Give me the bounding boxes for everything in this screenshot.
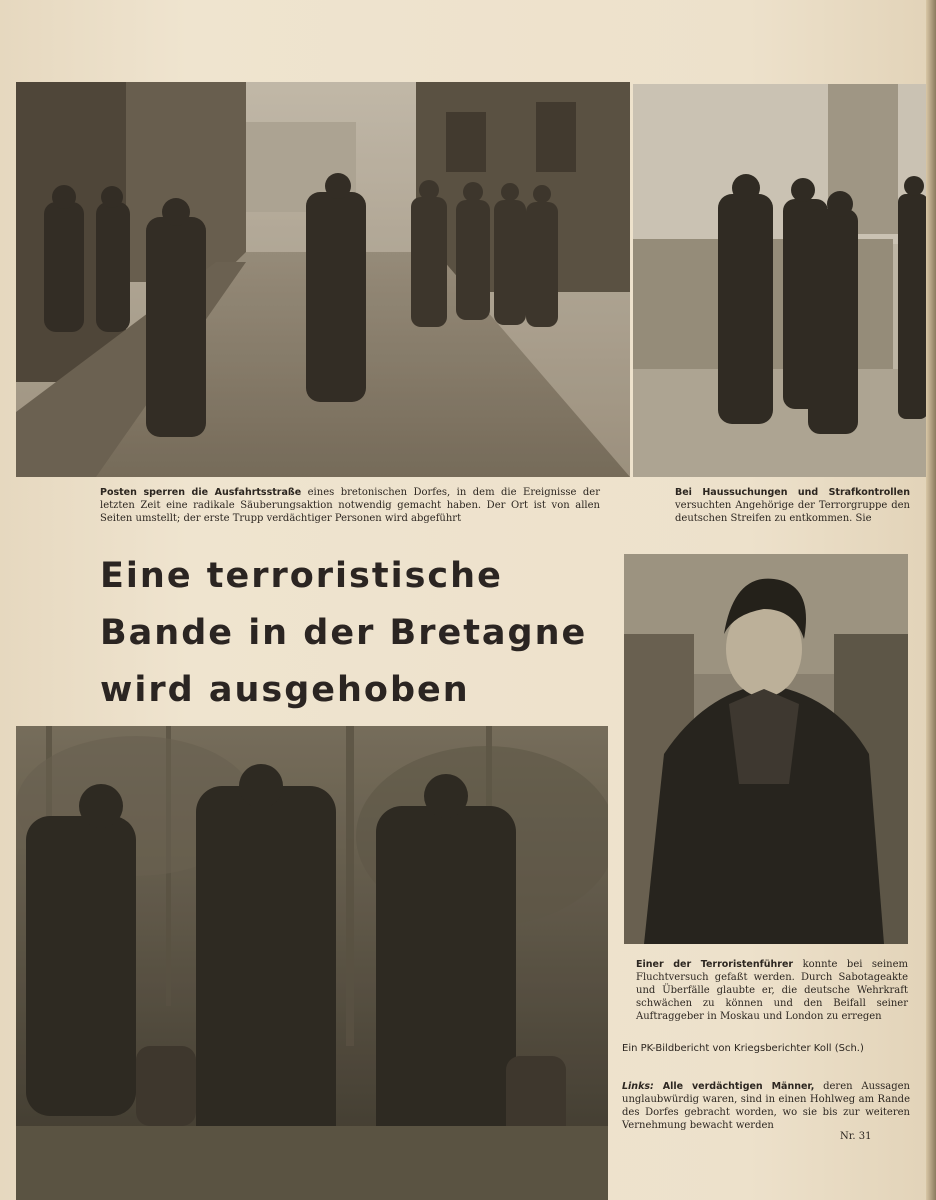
photo-house-search: [633, 84, 929, 477]
caption-lead-links: Links:: [622, 1081, 654, 1092]
headline-line-3: wird ausgehoben: [100, 670, 470, 710]
caption-text: deren Aussagen unglaubwürdig waren, sind in einen Hohlweg am Rande des Dorfes gebracht worden, wo sie bis zur weiteren Vernehmung bewacht werden: [622, 1081, 910, 1131]
headline-line-1: Eine terroristische: [100, 556, 503, 596]
caption-street-checkpoint: [100, 486, 600, 525]
page-number: Nr. 31: [840, 1131, 872, 1142]
article-headline: [100, 548, 620, 719]
caption-lead: Einer der Terroristenführer: [636, 959, 794, 970]
photo-sunken-lane: [16, 726, 608, 1200]
caption-lead: Bei Haussuchungen und Strafkontrollen: [675, 487, 910, 498]
photo-credit: Ein PK-Bildbericht von Kriegsberichter Koll (Sch.): [622, 1043, 864, 1054]
headline-line-2: Bande in der Bretagne: [100, 613, 588, 653]
caption-lead: Posten sperren die Ausfahrtsstraße: [100, 487, 302, 498]
caption-terrorist-leader: [636, 958, 908, 1023]
photo-terrorist-leader: [624, 554, 908, 944]
photo-street-checkpoint: [16, 82, 630, 477]
caption-suspects: [622, 1080, 910, 1132]
caption-lead-bold: Alle verdächtigen Männer,: [653, 1081, 815, 1092]
caption-house-search: [675, 486, 910, 525]
caption-text: versuchten Angehörige der Terrorgruppe den deutschen Streifen zu entkommen. Sie: [675, 500, 910, 524]
caption-text: konnte bei seinem Fluchtversuch gefaßt werden. Durch Sabotageakte und Überfälle glaubte er, die deutsche Wehrkraft schwächen zu können und den Beifall seiner Auftraggeber in Moskau und London zu erregen: [636, 959, 908, 1022]
caption-text: eines bretonischen Dorfes, in dem die Ereignisse der letzten Zeit eine radikale Säuberungsaktion notwendig gemacht haben. Der Ort ist von allen Seiten umstellt; der erste Trupp verdächtiger Personen wird abgeführt: [100, 487, 600, 524]
page-edge: [926, 0, 936, 1200]
